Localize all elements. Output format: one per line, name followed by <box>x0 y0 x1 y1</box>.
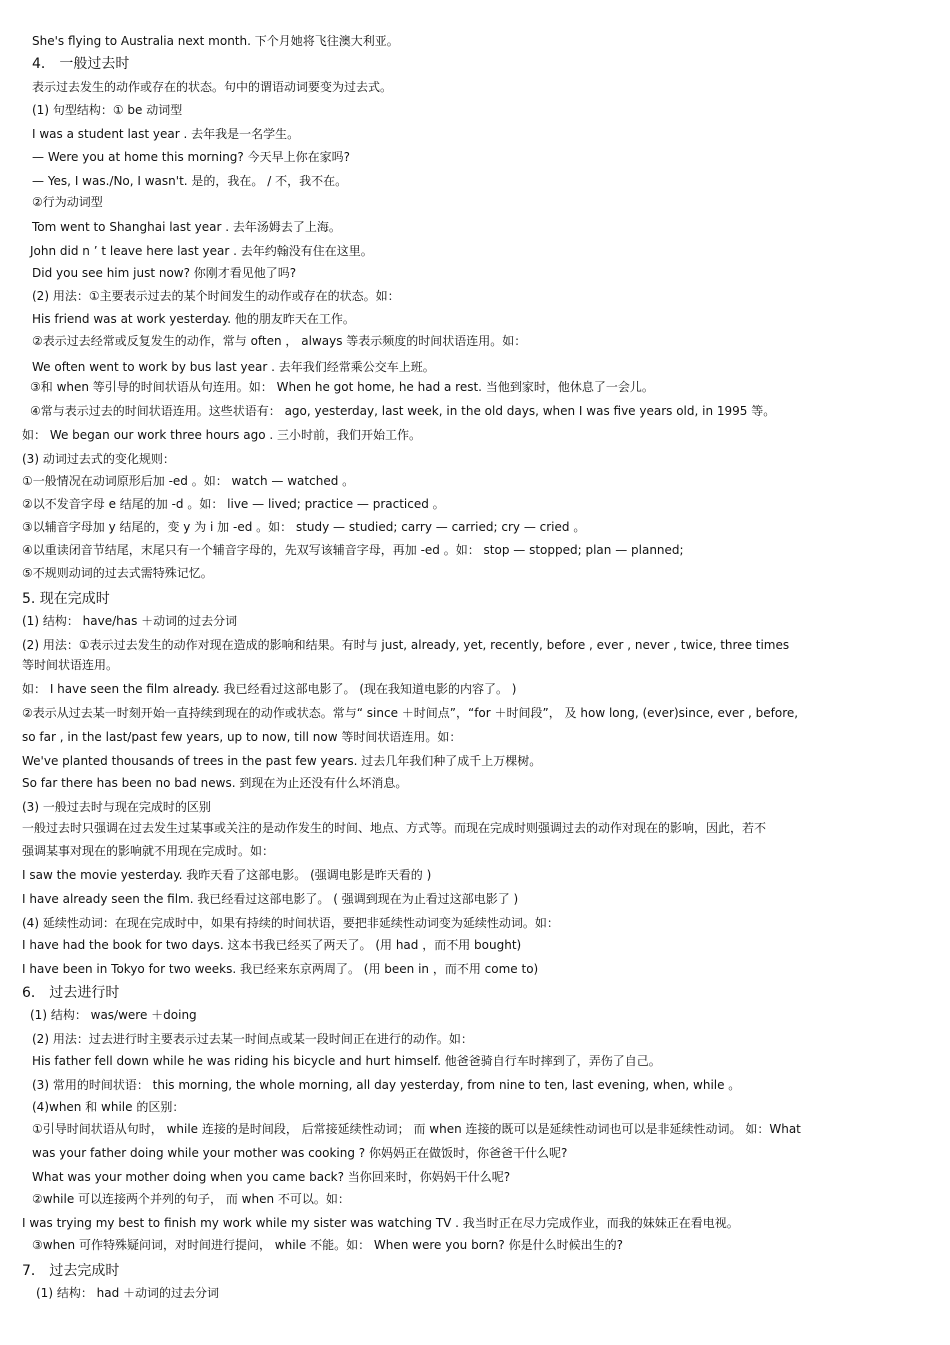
text-line: ②表示过去经常或反复发生的动作，常与 often ， always 等表示频度的时间状语连用。如： <box>32 334 527 348</box>
text-line: 如： We began our work three hours ago . 三小时前，我们开始工作。 <box>22 428 421 442</box>
text-line: (1) 结构： have/has ＋动词的过去分词 <box>22 614 238 628</box>
section-heading: 6． 过去进行时 <box>22 985 120 1001</box>
text-line: ②行为动词型 <box>32 195 103 209</box>
text-line: (4) 延续性动词：在现在完成时中，如果有持续的时间状语，要把非延续性动词变为延续性动词。如： <box>22 916 559 930</box>
text-line: She's flying to Australia next month. 下个月她将飞往澳大利亚。 <box>32 34 399 48</box>
text-line: ③以辅音字母加 y 结尾的，变 y 为 i 加 -ed 。如： study — studied; carry — carried; cry — cried 。 <box>22 520 586 534</box>
section-heading: 7． 过去完成时 <box>22 1263 120 1279</box>
text-line: I saw the movie yesterday. 我昨天看了这部电影。 (强调电影是昨天看的 ) <box>22 868 432 882</box>
text-line: ⑤不规则动词的过去式需特殊记忆。 <box>22 566 213 580</box>
text-line: I was a student last year . 去年我是一名学生。 <box>32 127 300 141</box>
text-line: (3) 动词过去式的变化规则： <box>22 452 175 466</box>
text-line: We often went to work by bus last year . 去年我们经常乘公交车上班。 <box>32 360 435 374</box>
text-line: so far , in the last/past few years, up to now, till now 等时间状语连用。如： <box>22 730 462 744</box>
text-line: 强调某事对现在的影响就不用现在完成时。如： <box>22 844 275 858</box>
text-line: ①引导时间状语从句时， while 连接的是时间段， 后常接延续性动词； 而 when 连接的既可以是延续性动词也可以是非延续性动词。 如：What <box>32 1122 801 1136</box>
text-line: (3) 一般过去时与现在完成时的区别 <box>22 800 211 814</box>
text-line: (2) 用法：①表示过去发生的动作对现在造成的影响和结果。有时与 just, already, yet, recently, before , ever , never , twice, three times <box>22 638 790 652</box>
text-line: ②while 可以连接两个并列的句子， 而 when 不可以。如： <box>32 1192 350 1206</box>
text-line: 一般过去时只强调在过去发生过某事或关注的是动作发生的时间、地点、方式等。而现在完成时则强调过去的动作对现在的影响，因此，若不 <box>22 821 767 835</box>
text-line: So far there has been no bad news. 到现在为止还没有什么坏消息。 <box>22 776 408 790</box>
text-line: ①一般情况在动词原形后加 -ed 。如： watch — watched 。 <box>22 474 355 488</box>
text-line: — Yes, I was./No, I wasn't. 是的，我在。 / 不，我不在。 <box>32 174 348 188</box>
text-line: I have already seen the film. 我已经看过这部电影了。 ( 强调到现在为止看过这部电影了 ) <box>22 892 519 906</box>
text-line: (2) 用法：过去进行时主要表示过去某一时间点或某一段时间正在进行的动作。如： <box>32 1032 473 1046</box>
text-line: Tom went to Shanghai last year . 去年汤姆去了上海。 <box>32 220 341 234</box>
text-line: Did you see him just now? 你刚才看见他了吗? <box>32 266 297 280</box>
text-line: (2) 用法：①主要表示过去的某个时间发生的动作或存在的状态。如： <box>32 289 400 303</box>
text-line: ④常与表示过去的时间状语连用。这些状语有： ago, yesterday, last week, in the old days, when I was five years old, in 1995 等。 <box>30 404 776 418</box>
text-line: His father fell down while he was riding his bicycle and hurt himself. 他爸爸骑自行车时摔到了，弄伤了自己。 <box>32 1054 661 1068</box>
text-line: We've planted thousands of trees in the past few years. 过去几年我们种了成千上万棵树。 <box>22 754 542 768</box>
section-heading: 5. 现在完成时 <box>22 591 110 607</box>
text-line: (1) 句型结构：① be 动词型 <box>32 103 183 117</box>
text-line: What was your mother doing when you came back? 当你回来时，你妈妈干什么呢? <box>32 1170 511 1184</box>
text-line: (1) 结构： was/were ＋doing <box>30 1008 197 1022</box>
text-line: ③when 可作特殊疑问词，对时间进行提问， while 不能。如： When were you born? 你是什么时候出生的? <box>32 1238 623 1252</box>
text-line: (3) 常用的时间状语： this morning, the whole morning, all day yesterday, from nine to ten, last evening, when, while 。 <box>32 1078 741 1092</box>
text-line: (4)when 和 while 的区别： <box>32 1100 185 1114</box>
text-line: ②以不发音字母 e 结尾的加 -d 。如： live — lived; practice — practiced 。 <box>22 497 445 511</box>
text-line: 如： I have seen the film already. 我已经看过这部电影了。 (现在我知道电影的内容了。 ) <box>22 682 517 696</box>
text-line: 等时间状语连用。 <box>22 658 119 672</box>
text-line: was your father doing while your mother was cooking ? 你妈妈正在做饭时，你爸爸干什么呢? <box>32 1146 568 1160</box>
text-line: 表示过去发生的动作或存在的状态。句中的谓语动词要变为过去式。 <box>32 80 393 94</box>
text-line: I have been in Tokyo for two weeks. 我已经来东京两周了。 (用 been in ，而不用 come to) <box>22 962 539 976</box>
text-line: ③和 when 等引导的时间状语从句连用。如： When he got home, he had a rest. 当他到家时，他休息了一会儿。 <box>30 380 654 394</box>
section-heading: 4． 一般过去时 <box>32 56 130 72</box>
text-line: ②表示从过去某一时刻开始一直持续到现在的动作或状态。常与“ since ＋时间点”，“for ＋时间段”， 及 how long, (ever)since, ever , before, <box>22 706 799 720</box>
text-line: John did n ’ t leave here last year . 去年约翰没有住在这里。 <box>30 244 373 258</box>
text-line: His friend was at work yesterday. 他的朋友昨天在工作。 <box>32 312 355 326</box>
text-line: — Were you at home this morning? 今天早上你在家吗? <box>32 150 350 164</box>
text-line: I was trying my best to finish my work while my sister was watching TV . 我当时正在尽力完成作业，而我的妹妹正在看电视。 <box>22 1216 739 1230</box>
text-line: (1) 结构： had ＋动词的过去分词 <box>36 1286 220 1300</box>
text-line: ④以重读闭音节结尾，末尾只有一个辅音字母的，先双写该辅音字母，再加 -ed 。如： stop — stopped; plan — planned; <box>22 543 684 557</box>
text-line: I have had the book for two days. 这本书我已经买了两天了。 (用 had ，而不用 bought) <box>22 938 522 952</box>
